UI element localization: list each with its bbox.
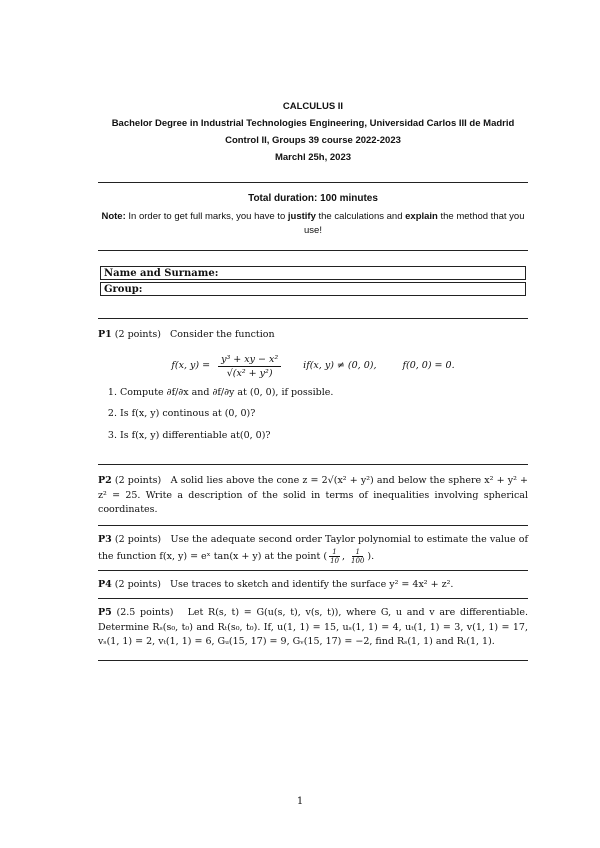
course-title: CALCULUS II xyxy=(282,101,344,112)
note-text: the calculations and xyxy=(315,211,406,222)
question-item: 1. Compute ∂f/∂x and ∂f/∂y at (0, 0), if possible. xyxy=(120,386,528,401)
duration: Total duration: 100 minutes xyxy=(248,193,378,204)
exam-header xyxy=(98,98,528,166)
question-item: 3. Is f(x, y) differentiable at(0, 0)? xyxy=(120,429,528,444)
divider xyxy=(98,250,528,251)
group-field[interactable]: Group: xyxy=(100,282,526,296)
problem-text: Use the adequate second order Taylor polynomial to estimate the value of the function f(x, y) = eˣ tan(x + y) at the point ( xyxy=(98,534,528,562)
function-lhs: f(x, y) = xyxy=(171,359,211,371)
divider xyxy=(98,570,528,571)
date-line: Marchl 25h, 2023 xyxy=(274,152,352,163)
divider xyxy=(98,182,528,183)
divider xyxy=(98,464,528,465)
divider xyxy=(98,660,528,661)
question-list xyxy=(98,386,528,444)
note-text: In order to get full marks, you have to xyxy=(125,211,288,222)
note-justify: justify xyxy=(287,211,316,222)
problem-points: (2.5 points) xyxy=(116,607,174,618)
problem-1 xyxy=(98,328,528,450)
point-fraction xyxy=(327,548,342,565)
control-line: Control II, Groups 39 course 2022-2023 xyxy=(225,135,401,146)
function-condition: if(x, y) ≠ (0, 0), xyxy=(303,359,377,371)
problem-5 xyxy=(98,606,528,650)
problem-text: Use traces to sketch and identify the surface y² = 4x² + z². xyxy=(170,579,454,590)
problem-label: P4 xyxy=(98,579,112,590)
problem-label: P1 xyxy=(98,329,112,340)
point-fraction xyxy=(348,548,367,565)
divider xyxy=(98,318,528,319)
problem-label: P3 xyxy=(98,534,112,545)
fraction-numerator: 1 xyxy=(352,548,362,557)
fraction-numerator: 1 xyxy=(329,548,339,557)
divider xyxy=(98,598,528,599)
problem-text: A solid lies above the cone z = 2√(x² + y²) and below the sphere x² + y² + z² = 25. Write a description of the solid in terms of inequalities involving spherical coordinates. xyxy=(98,475,528,515)
problem-points: (2 points) xyxy=(114,534,162,545)
problem-3 xyxy=(98,533,528,565)
note-label: Note: xyxy=(101,211,126,222)
function-definition xyxy=(98,353,528,380)
problem-points: (2 points) xyxy=(114,579,161,590)
exam-info xyxy=(98,190,528,238)
name-field[interactable]: Name and Surname: xyxy=(100,266,526,280)
question-item: 2. Is f(x, y) continous at (0, 0)? xyxy=(120,407,528,422)
problem-points: (2 points) xyxy=(114,475,162,486)
problem-4 xyxy=(98,578,528,593)
problem-label: P5 xyxy=(98,607,112,618)
problem-label: P2 xyxy=(98,475,112,486)
problem-intro: Consider the function xyxy=(170,329,275,340)
comma: , xyxy=(341,550,349,562)
page-number: 1 xyxy=(296,796,304,807)
fraction-denominator: √(x² + y²) xyxy=(226,367,273,379)
function-fraction xyxy=(218,353,281,380)
problem-2 xyxy=(98,474,528,518)
fraction-denominator: 100 xyxy=(351,556,365,565)
note-explain: explain xyxy=(405,211,438,222)
problem-text: ). xyxy=(367,550,375,562)
divider xyxy=(98,525,528,526)
note xyxy=(98,210,528,238)
problem-text: Let R(s, t) = G(u(s, t), v(s, t)), where G, u and v are differentiable. Determine Rₛ(s₀, t₀) and Rₜ(s₀, t₀). If, u(1, 1) = 15, uₛ(1, 1) = 4, uₜ(1, 1) = 3, v(1, 1) = 17, vₛ(1, 1) = 2, vₜ(1, 1) = 6, Gᵤ(15, 17) = 9, Gᵥ(15, 17) = −2, find Rₛ(1, 1) and Rₜ(1, 1). xyxy=(98,607,528,647)
fraction-denominator: 10 xyxy=(330,556,339,565)
problem-points: (2 points) xyxy=(114,329,161,340)
note-text: the method that you use! xyxy=(304,211,525,236)
fraction-numerator: y³ + xy − x² xyxy=(218,353,281,367)
function-origin-value: f(0, 0) = 0. xyxy=(402,359,455,371)
degree-line: Bachelor Degree in Industrial Technologies Engineering, Universidad Carlos III de Madrid xyxy=(111,118,515,129)
